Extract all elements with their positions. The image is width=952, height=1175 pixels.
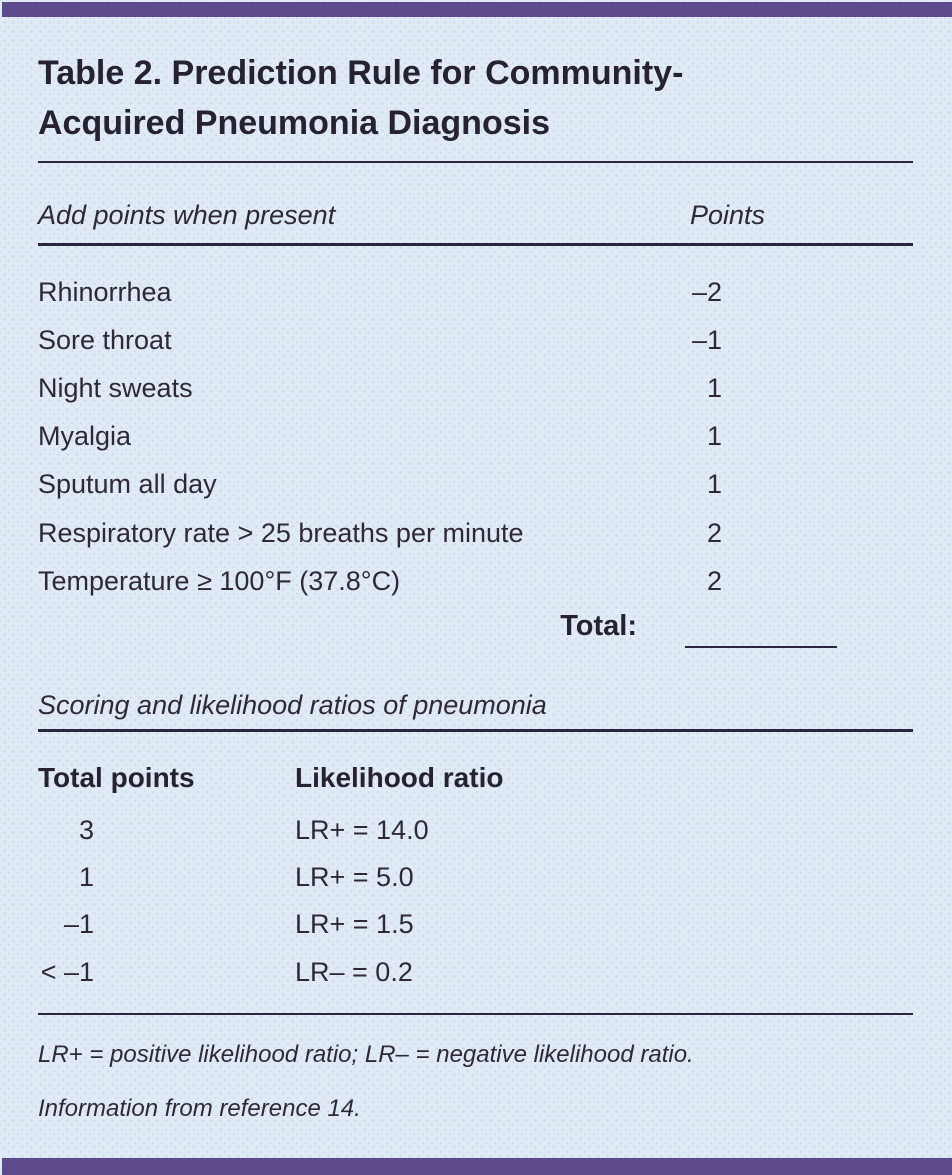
table-title-line1: Table 2. Prediction Rule for Community- (38, 54, 684, 92)
table-row (38, 949, 638, 996)
total-row (38, 610, 922, 652)
table-row (38, 364, 722, 412)
criterion-label: Sputum all day (38, 469, 217, 500)
likelihood-ratio-column-header: Likelihood ratio (295, 762, 504, 793)
criterion-points: 1 (706, 469, 722, 500)
likelihood-ratio-value: LR+ = 14.0 (295, 815, 429, 846)
scoring-divider-rule (38, 729, 913, 732)
criterion-points: 2 (706, 517, 722, 548)
criteria-column-header: Add points when present (38, 200, 336, 230)
table-row (38, 461, 722, 509)
scoring-rows (38, 807, 638, 996)
table-row (38, 807, 638, 854)
total-fill-in-line (685, 646, 837, 648)
likelihood-ratio-value: LR+ = 5.0 (295, 862, 414, 893)
likelihood-ratio-value: LR– = 0.2 (295, 956, 413, 987)
table-row (38, 413, 722, 461)
criterion-label: Respiratory rate > 25 breaths per minute (38, 517, 524, 548)
total-points-value: < –1 (40, 956, 94, 987)
criterion-label: Temperature ≥ 100°F (37.8°C) (38, 565, 401, 596)
criterion-points: –2 (691, 276, 722, 307)
criterion-label: Sore throat (38, 324, 172, 355)
abbreviations-footnote: LR+ = positive likelihood ratio; LR– = negative likelihood ratio. (38, 1041, 694, 1068)
table-row (38, 901, 638, 948)
total-label: Total: (560, 610, 637, 642)
criterion-label: Night sweats (38, 372, 193, 403)
top-accent-bar (2, 2, 952, 17)
criterion-points: 2 (706, 565, 722, 596)
source-footnote: Information from reference 14. (38, 1095, 361, 1122)
scoring-table-header (38, 762, 503, 794)
criterion-label: Myalgia (38, 421, 132, 452)
criterion-points: 1 (706, 372, 722, 403)
total-points-value: 1 (78, 862, 94, 893)
scoring-section-caption: Scoring and likelihood ratios of pneumonia (38, 690, 547, 720)
table-title-line2: Acquired Pneumonia Diagnosis (38, 104, 550, 142)
table-row (38, 316, 722, 364)
table-row (38, 509, 722, 557)
total-points-value: 3 (78, 815, 94, 846)
bottom-accent-bar (2, 1158, 952, 1175)
points-table-header (38, 200, 922, 231)
points-column-header: Points (690, 200, 766, 230)
table-row (38, 854, 638, 901)
table-row (38, 268, 722, 316)
criterion-points: –1 (691, 324, 722, 355)
header-divider-rule (38, 243, 913, 246)
likelihood-ratio-value: LR+ = 1.5 (295, 909, 414, 940)
criterion-points: 1 (706, 421, 722, 452)
table-title (38, 48, 898, 148)
title-divider-rule (38, 161, 913, 163)
criteria-rows (38, 268, 722, 605)
total-points-value: –1 (63, 909, 94, 940)
criterion-label: Rhinorrhea (38, 276, 172, 307)
total-points-column-header: Total points (38, 762, 195, 793)
table-row (38, 557, 722, 605)
footnote-divider-rule (38, 1013, 913, 1015)
